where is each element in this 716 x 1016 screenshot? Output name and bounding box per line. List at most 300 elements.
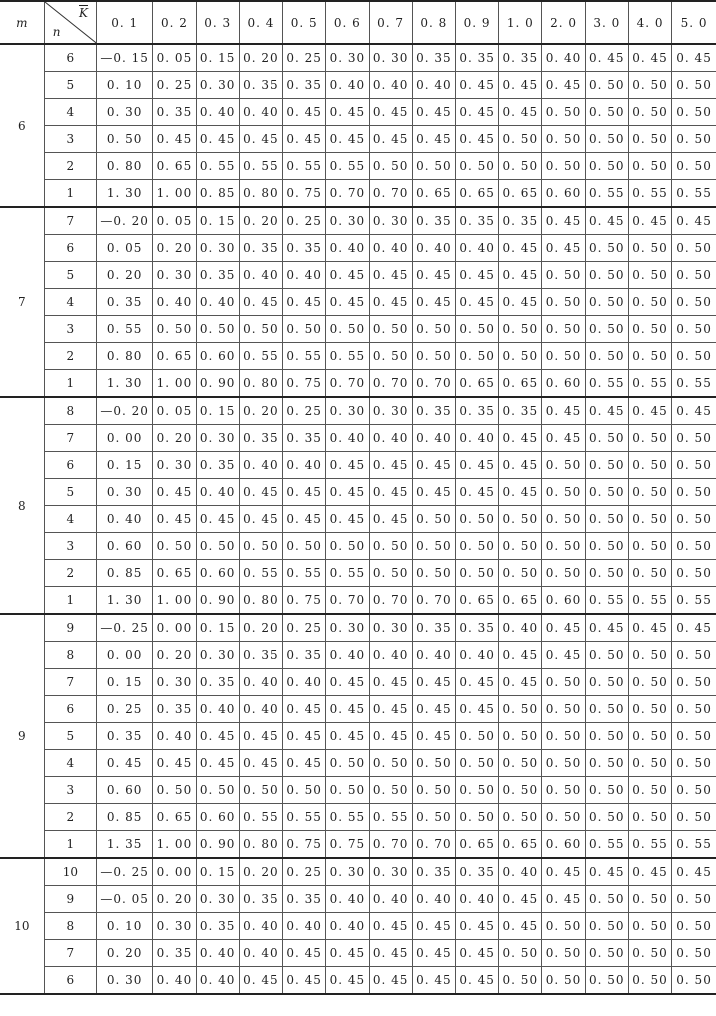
- table-row: [0, 940, 716, 967]
- value-cell: 0. 75: [283, 180, 326, 208]
- value-cell: 0. 45: [369, 696, 412, 723]
- value-cell: 0. 40: [455, 886, 498, 913]
- value-cell: 0. 40: [153, 723, 196, 750]
- value-cell: 0. 30: [369, 614, 412, 642]
- value-cell: 0. 40: [326, 642, 369, 669]
- value-cell: 0. 45: [499, 452, 542, 479]
- value-cell: 0. 50: [628, 262, 671, 289]
- value-cell: 0. 55: [628, 831, 671, 859]
- value-cell: 0. 45: [239, 479, 282, 506]
- row-n-cell: 7: [44, 940, 96, 967]
- value-cell: 0. 50: [672, 642, 716, 669]
- value-cell: 0. 45: [369, 723, 412, 750]
- value-cell: 0. 45: [326, 289, 369, 316]
- value-cell: 0. 50: [585, 940, 628, 967]
- value-cell: 0. 50: [542, 804, 585, 831]
- value-cell: 0. 45: [326, 669, 369, 696]
- value-cell: 0. 40: [153, 289, 196, 316]
- value-cell: 0. 50: [412, 153, 455, 180]
- row-n-cell: 2: [44, 804, 96, 831]
- value-cell: 0. 50: [585, 560, 628, 587]
- value-cell: —0. 05: [97, 886, 153, 913]
- value-cell: 0. 40: [369, 886, 412, 913]
- value-cell: 0. 30: [369, 207, 412, 235]
- value-cell: 0. 40: [196, 99, 239, 126]
- value-cell: 0. 45: [239, 289, 282, 316]
- value-cell: 0. 45: [196, 126, 239, 153]
- value-cell: 0. 50: [542, 669, 585, 696]
- value-cell: 0. 50: [672, 343, 716, 370]
- row-n-cell: 7: [44, 669, 96, 696]
- value-cell: 0. 40: [239, 913, 282, 940]
- value-cell: 0. 45: [628, 207, 671, 235]
- value-cell: 0. 35: [239, 642, 282, 669]
- value-cell: 0. 45: [455, 126, 498, 153]
- value-cell: 0. 45: [455, 289, 498, 316]
- value-cell: 0. 10: [97, 913, 153, 940]
- value-cell: 0. 40: [196, 940, 239, 967]
- value-cell: 0. 50: [585, 967, 628, 995]
- value-cell: 0. 40: [412, 235, 455, 262]
- value-cell: 0. 50: [542, 750, 585, 777]
- value-cell: 0. 60: [542, 831, 585, 859]
- value-cell: 0. 45: [499, 642, 542, 669]
- value-cell: 0. 35: [196, 262, 239, 289]
- value-cell: 0. 50: [326, 750, 369, 777]
- value-cell: 0. 40: [455, 425, 498, 452]
- value-cell: 0. 45: [283, 967, 326, 995]
- value-cell: 0. 50: [585, 669, 628, 696]
- table-row: [0, 587, 716, 615]
- value-cell: 0. 50: [412, 777, 455, 804]
- header-k-value: 5. 0: [672, 1, 716, 44]
- value-cell: 0. 50: [672, 289, 716, 316]
- value-cell: 0. 50: [628, 560, 671, 587]
- value-cell: 0. 45: [628, 858, 671, 886]
- value-cell: 0. 65: [412, 180, 455, 208]
- value-cell: 0. 50: [628, 425, 671, 452]
- value-cell: 0. 50: [672, 913, 716, 940]
- value-cell: 0. 50: [585, 343, 628, 370]
- value-cell: 0. 60: [196, 804, 239, 831]
- value-cell: 0. 40: [412, 886, 455, 913]
- value-cell: 0. 20: [239, 207, 282, 235]
- table-row: [0, 289, 716, 316]
- value-cell: 0. 30: [369, 397, 412, 425]
- value-cell: 0. 50: [542, 452, 585, 479]
- value-cell: 0. 30: [196, 235, 239, 262]
- row-n-cell: 9: [44, 886, 96, 913]
- value-cell: 0. 45: [542, 642, 585, 669]
- value-cell: 0. 45: [283, 479, 326, 506]
- value-cell: 0. 50: [585, 72, 628, 99]
- value-cell: 0. 60: [542, 370, 585, 398]
- value-cell: 0. 45: [412, 126, 455, 153]
- row-n-cell: 4: [44, 99, 96, 126]
- value-cell: 0. 45: [369, 669, 412, 696]
- value-cell: 0. 45: [628, 397, 671, 425]
- value-cell: 0. 50: [628, 452, 671, 479]
- value-cell: 0. 15: [196, 397, 239, 425]
- value-cell: 0. 50: [283, 777, 326, 804]
- row-n-cell: 1: [44, 370, 96, 398]
- value-cell: 0. 45: [283, 750, 326, 777]
- row-n-cell: 8: [44, 913, 96, 940]
- value-cell: 0. 45: [499, 886, 542, 913]
- table-row: [0, 723, 716, 750]
- value-cell: 0. 65: [455, 180, 498, 208]
- value-cell: 0. 50: [455, 804, 498, 831]
- value-cell: 0. 50: [196, 316, 239, 343]
- value-cell: 0. 50: [326, 533, 369, 560]
- value-cell: 0. 80: [239, 180, 282, 208]
- table-row: [0, 397, 716, 425]
- value-cell: 0. 35: [239, 886, 282, 913]
- value-cell: 0. 70: [369, 587, 412, 615]
- value-cell: 0. 25: [283, 614, 326, 642]
- value-cell: 0. 45: [585, 44, 628, 72]
- table-row: [0, 967, 716, 995]
- value-cell: 0. 50: [412, 560, 455, 587]
- value-cell: 0. 50: [455, 533, 498, 560]
- value-cell: 0. 15: [196, 207, 239, 235]
- value-cell: 0. 55: [326, 804, 369, 831]
- header-k: K: [79, 6, 89, 20]
- row-n-cell: 1: [44, 587, 96, 615]
- value-cell: 0. 45: [326, 126, 369, 153]
- row-n-cell: 5: [44, 262, 96, 289]
- row-n-cell: 6: [44, 696, 96, 723]
- value-cell: 0. 45: [455, 913, 498, 940]
- value-cell: 0. 50: [542, 99, 585, 126]
- value-cell: 0. 45: [196, 506, 239, 533]
- value-cell: 0. 50: [672, 777, 716, 804]
- value-cell: 0. 50: [585, 126, 628, 153]
- value-cell: 0. 50: [672, 886, 716, 913]
- value-cell: 0. 45: [542, 886, 585, 913]
- value-cell: 0. 45: [542, 425, 585, 452]
- row-n-cell: 10: [44, 858, 96, 886]
- value-cell: 0. 25: [283, 858, 326, 886]
- table-row: [0, 180, 716, 208]
- value-cell: 0. 45: [239, 750, 282, 777]
- table-row: [0, 886, 716, 913]
- row-n-cell: 6: [44, 44, 96, 72]
- value-cell: 0. 70: [412, 831, 455, 859]
- value-cell: 0. 45: [412, 723, 455, 750]
- header-n: n: [52, 25, 61, 39]
- value-cell: 0. 20: [97, 262, 153, 289]
- value-cell: 0. 50: [585, 886, 628, 913]
- value-cell: 0. 45: [672, 858, 716, 886]
- value-cell: 0. 45: [283, 696, 326, 723]
- value-cell: 0. 45: [542, 207, 585, 235]
- value-cell: 0. 50: [672, 533, 716, 560]
- value-cell: 1. 00: [153, 831, 196, 859]
- value-cell: 0. 05: [153, 44, 196, 72]
- value-cell: 0. 40: [153, 967, 196, 995]
- row-n-cell: 1: [44, 180, 96, 208]
- row-n-cell: 7: [44, 425, 96, 452]
- table-row: [0, 425, 716, 452]
- value-cell: 0. 50: [412, 343, 455, 370]
- value-cell: 0. 55: [672, 370, 716, 398]
- value-cell: 0. 75: [283, 587, 326, 615]
- value-cell: 0. 45: [455, 452, 498, 479]
- value-cell: 0. 40: [369, 425, 412, 452]
- value-cell: 0. 35: [455, 614, 498, 642]
- value-cell: 0. 50: [585, 913, 628, 940]
- value-cell: 0. 40: [196, 479, 239, 506]
- value-cell: 0. 30: [326, 614, 369, 642]
- value-cell: 0. 65: [499, 180, 542, 208]
- value-cell: 0. 40: [239, 669, 282, 696]
- table-row: [0, 642, 716, 669]
- table-row: [0, 777, 716, 804]
- value-cell: 0. 50: [455, 153, 498, 180]
- value-cell: 0. 35: [239, 72, 282, 99]
- value-cell: 0. 50: [542, 126, 585, 153]
- value-cell: 0. 45: [326, 723, 369, 750]
- value-cell: 0. 40: [196, 696, 239, 723]
- value-cell: 0. 70: [326, 587, 369, 615]
- value-cell: 0. 50: [97, 126, 153, 153]
- value-cell: 0. 50: [542, 560, 585, 587]
- value-cell: 0. 45: [499, 262, 542, 289]
- value-cell: 0. 50: [628, 642, 671, 669]
- value-cell: 0. 45: [326, 99, 369, 126]
- value-cell: 0. 75: [283, 831, 326, 859]
- header-k-value: 4. 0: [628, 1, 671, 44]
- value-cell: 0. 45: [672, 207, 716, 235]
- value-cell: 0. 35: [283, 72, 326, 99]
- value-cell: 0. 45: [499, 289, 542, 316]
- value-cell: 0. 50: [628, 696, 671, 723]
- value-cell: 0. 35: [97, 723, 153, 750]
- table-row: [0, 262, 716, 289]
- value-cell: 0. 35: [412, 397, 455, 425]
- value-cell: 0. 50: [499, 696, 542, 723]
- value-cell: 0. 30: [196, 425, 239, 452]
- table-row: [0, 614, 716, 642]
- value-cell: 0. 45: [585, 397, 628, 425]
- value-cell: 1. 00: [153, 180, 196, 208]
- row-n-cell: 4: [44, 750, 96, 777]
- value-cell: 0. 45: [97, 750, 153, 777]
- value-cell: 0. 45: [283, 99, 326, 126]
- value-cell: 0. 50: [455, 750, 498, 777]
- value-cell: 0. 80: [239, 370, 282, 398]
- value-cell: 0. 50: [628, 723, 671, 750]
- value-cell: 0. 20: [239, 614, 282, 642]
- value-cell: 0. 50: [672, 316, 716, 343]
- value-cell: 0. 45: [326, 940, 369, 967]
- value-cell: 0. 50: [672, 967, 716, 995]
- value-cell: 0. 30: [153, 262, 196, 289]
- value-cell: 0. 50: [628, 126, 671, 153]
- value-cell: 0. 45: [499, 99, 542, 126]
- value-cell: 0. 50: [153, 777, 196, 804]
- value-cell: 0. 65: [455, 831, 498, 859]
- value-cell: 0. 45: [369, 452, 412, 479]
- value-cell: 0. 35: [499, 397, 542, 425]
- group-m-cell: 7: [0, 207, 44, 397]
- header-k-value: 0. 8: [412, 1, 455, 44]
- value-cell: 0. 45: [542, 72, 585, 99]
- value-cell: 0. 50: [672, 99, 716, 126]
- value-cell: 0. 45: [499, 72, 542, 99]
- table-row: [0, 750, 716, 777]
- value-cell: 0. 50: [499, 967, 542, 995]
- value-cell: 0. 50: [412, 506, 455, 533]
- value-cell: 0. 35: [239, 235, 282, 262]
- value-cell: 0. 40: [196, 967, 239, 995]
- value-cell: 0. 00: [97, 642, 153, 669]
- value-cell: 0. 35: [412, 44, 455, 72]
- value-cell: 0. 55: [672, 180, 716, 208]
- value-cell: 0. 40: [97, 506, 153, 533]
- value-cell: 0. 55: [283, 804, 326, 831]
- value-cell: 0. 65: [153, 153, 196, 180]
- value-cell: 0. 40: [369, 235, 412, 262]
- value-cell: 0. 50: [585, 777, 628, 804]
- value-cell: 0. 50: [455, 723, 498, 750]
- value-cell: —0. 25: [97, 614, 153, 642]
- table-row: [0, 235, 716, 262]
- value-cell: 0. 40: [369, 642, 412, 669]
- value-cell: 0. 50: [153, 316, 196, 343]
- value-cell: 0. 50: [542, 343, 585, 370]
- value-cell: 0. 50: [672, 804, 716, 831]
- value-cell: 0. 25: [283, 397, 326, 425]
- row-n-cell: 6: [44, 235, 96, 262]
- value-cell: 0. 30: [97, 479, 153, 506]
- value-cell: 0. 50: [542, 723, 585, 750]
- value-cell: 0. 45: [628, 614, 671, 642]
- value-cell: 0. 05: [153, 397, 196, 425]
- value-cell: 0. 45: [672, 44, 716, 72]
- value-cell: 0. 50: [672, 696, 716, 723]
- value-cell: 0. 45: [369, 289, 412, 316]
- value-cell: 0. 60: [196, 343, 239, 370]
- value-cell: 0. 50: [369, 560, 412, 587]
- value-cell: 0. 50: [283, 533, 326, 560]
- value-cell: 0. 50: [542, 506, 585, 533]
- value-cell: 0. 35: [455, 207, 498, 235]
- value-cell: 0. 35: [283, 235, 326, 262]
- value-cell: 0. 50: [585, 452, 628, 479]
- value-cell: 0. 45: [499, 425, 542, 452]
- value-cell: 0. 50: [369, 777, 412, 804]
- value-cell: 0. 40: [499, 614, 542, 642]
- value-cell: 0. 30: [153, 913, 196, 940]
- value-cell: 0. 35: [153, 696, 196, 723]
- value-cell: 1. 00: [153, 587, 196, 615]
- value-cell: 0. 45: [412, 967, 455, 995]
- value-cell: 0. 90: [196, 587, 239, 615]
- value-cell: 0. 55: [369, 804, 412, 831]
- value-cell: 0. 40: [239, 262, 282, 289]
- value-cell: 0. 50: [585, 533, 628, 560]
- value-cell: 0. 35: [499, 207, 542, 235]
- value-cell: 0. 45: [499, 913, 542, 940]
- value-cell: 0. 45: [326, 452, 369, 479]
- value-cell: 0. 55: [283, 560, 326, 587]
- value-cell: 0. 40: [239, 696, 282, 723]
- value-cell: 0. 40: [283, 913, 326, 940]
- value-cell: 0. 40: [283, 452, 326, 479]
- value-cell: 0. 50: [283, 316, 326, 343]
- value-cell: 0. 45: [326, 967, 369, 995]
- value-cell: 0. 60: [196, 560, 239, 587]
- value-cell: 1. 30: [97, 370, 153, 398]
- value-cell: 0. 50: [672, 452, 716, 479]
- value-cell: 0. 45: [369, 940, 412, 967]
- value-cell: 0. 50: [499, 316, 542, 343]
- table-row: [0, 804, 716, 831]
- value-cell: 0. 65: [455, 370, 498, 398]
- value-cell: 0. 30: [196, 72, 239, 99]
- header-k-value: 0. 1: [97, 1, 153, 44]
- value-cell: 0. 45: [542, 235, 585, 262]
- value-cell: 0. 55: [283, 343, 326, 370]
- value-cell: 0. 35: [455, 858, 498, 886]
- row-n-cell: 2: [44, 560, 96, 587]
- value-cell: 0. 50: [628, 506, 671, 533]
- value-cell: 0. 55: [585, 370, 628, 398]
- value-cell: 0. 55: [585, 587, 628, 615]
- value-cell: 0. 50: [672, 940, 716, 967]
- value-cell: 1. 30: [97, 587, 153, 615]
- value-cell: 0. 45: [283, 506, 326, 533]
- value-cell: 0. 70: [369, 370, 412, 398]
- value-cell: 0. 20: [153, 886, 196, 913]
- value-cell: 0. 35: [153, 940, 196, 967]
- value-cell: 0. 25: [97, 696, 153, 723]
- value-cell: 0. 35: [196, 452, 239, 479]
- value-cell: 0. 35: [283, 425, 326, 452]
- value-cell: 0. 45: [672, 397, 716, 425]
- value-cell: 0. 05: [153, 207, 196, 235]
- table-row: [0, 316, 716, 343]
- value-cell: 0. 55: [628, 370, 671, 398]
- group-m-cell: 10: [0, 858, 44, 994]
- value-cell: 0. 55: [585, 180, 628, 208]
- value-cell: 0. 45: [455, 262, 498, 289]
- value-cell: 0. 50: [455, 506, 498, 533]
- value-cell: 0. 45: [499, 235, 542, 262]
- value-cell: 0. 60: [542, 587, 585, 615]
- value-cell: 0. 20: [153, 425, 196, 452]
- value-cell: 0. 45: [239, 723, 282, 750]
- table-row: [0, 99, 716, 126]
- value-cell: 0. 50: [542, 153, 585, 180]
- value-cell: 0. 55: [196, 153, 239, 180]
- value-cell: 0. 45: [499, 669, 542, 696]
- value-cell: 0. 45: [542, 614, 585, 642]
- value-cell: 0. 50: [628, 940, 671, 967]
- table-row: [0, 533, 716, 560]
- row-n-cell: 7: [44, 207, 96, 235]
- value-cell: 0. 45: [412, 99, 455, 126]
- value-cell: 0. 65: [499, 370, 542, 398]
- value-cell: 0. 55: [628, 180, 671, 208]
- table-row: [0, 452, 716, 479]
- header-diagonal-cell: [44, 1, 96, 44]
- value-cell: 0. 35: [196, 913, 239, 940]
- table-row: [0, 831, 716, 859]
- value-cell: 0. 50: [628, 72, 671, 99]
